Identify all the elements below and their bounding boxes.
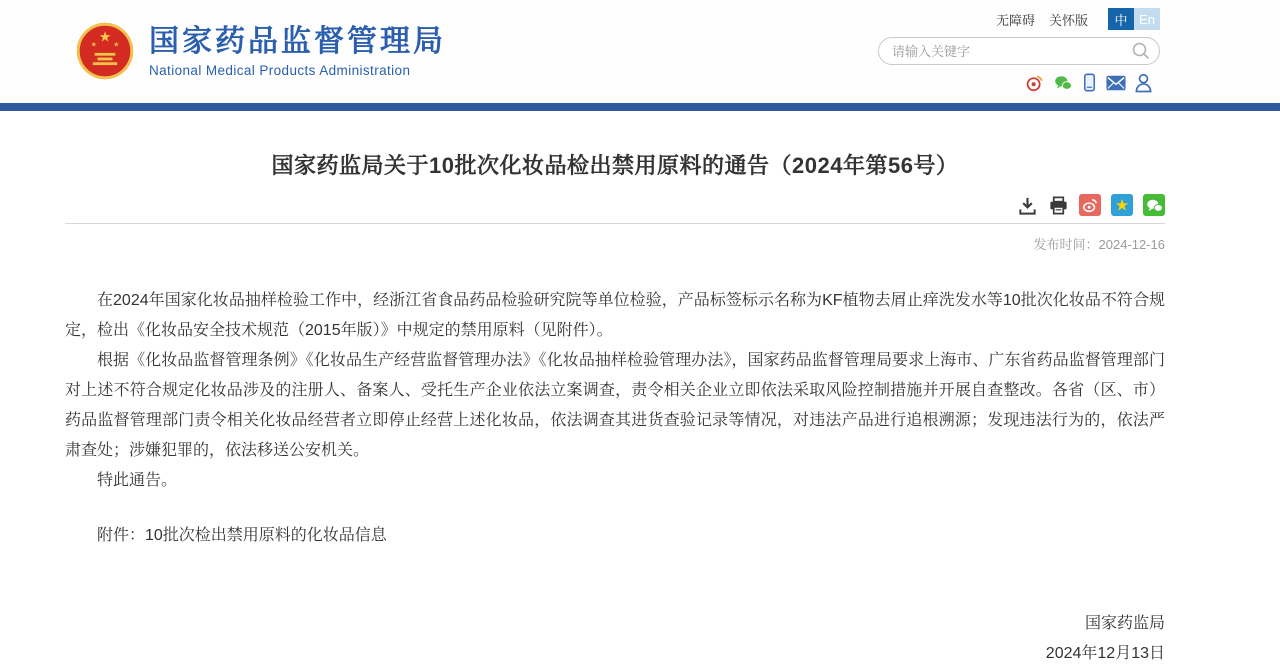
header-divider-bar [0, 103, 1280, 111]
national-emblem-logo [75, 21, 135, 81]
share-wechat-icon[interactable] [1143, 194, 1165, 216]
article-signoff [65, 609, 1165, 669]
lang-chinese-button[interactable]: 中 [1108, 8, 1134, 30]
lang-english-button[interactable]: En [1134, 8, 1160, 30]
signoff-agency: 国家药监局 [1084, 615, 1165, 632]
search-input[interactable] [878, 37, 1160, 65]
article-paragraph: 根据《化妆品监督管理条例》《化妆品生产经营监督管理办法》《化妆品抽样检验管理办法》，国家药品监督管理局要求上海市、广东省药品监督管理部门对上述不符合规定化妆品涉及的注册人、备案人、受托生产企业依法立案调查，责令相关企业立即依法采取风险控制措施并开展自查整改。各省（区、市）药品监督管理部门责令相关化妆品经营者立即停止经营上述化妆品，依法调查其进货查验记录等情况，对违法产品进行追根溯源；发现违法行为的，依法严肃查处；涉嫌犯罪的，依法移送公安机关。 [65, 352, 1165, 459]
print-icon[interactable] [1048, 195, 1069, 216]
quick-icons [1025, 73, 1152, 92]
search-box [878, 37, 1160, 65]
mail-icon[interactable] [1106, 75, 1126, 91]
site-title: 国家药品监督管理局 [149, 24, 446, 58]
svg-text:★: ★ [1114, 197, 1130, 215]
attachment-link[interactable]: 附件：10批次检出禁用原料的化妆品信息 [97, 527, 387, 544]
top-links [996, 8, 1160, 30]
article-toolbar [65, 194, 1165, 224]
site-brand[interactable] [75, 10, 446, 92]
publish-time-value: 2024-12-16 [1098, 237, 1165, 252]
mobile-icon[interactable] [1082, 73, 1097, 92]
accessibility-link[interactable]: 无障碍 [995, 12, 1035, 28]
share-qzone-icon[interactable] [1111, 194, 1133, 216]
signoff-date: 2024年12月13日 [1045, 645, 1165, 662]
care-version-link[interactable]: 关怀版 [1048, 12, 1088, 28]
article-title: 国家药监局关于10批次化妆品检出禁用原料的通告（2024年第56号） [271, 153, 959, 178]
user-icon[interactable] [1135, 73, 1152, 92]
svg-text:★: ★ [113, 41, 120, 49]
language-toggle [1108, 8, 1160, 30]
svg-text:★: ★ [90, 41, 97, 49]
site-subtitle: National Medical Products Administration [149, 62, 411, 78]
weibo-icon[interactable] [1025, 73, 1044, 92]
download-icon[interactable] [1017, 195, 1038, 216]
search-icon[interactable] [1131, 41, 1151, 66]
site-header [0, 0, 1280, 103]
article [65, 149, 1165, 669]
article-body [65, 286, 1165, 551]
svg-text:★: ★ [98, 28, 112, 45]
publish-time [65, 234, 1165, 253]
wechat-icon[interactable] [1053, 73, 1073, 92]
publish-time-label: 发布时间： [1033, 237, 1099, 252]
article-paragraph: 在2024年国家化妆品抽样检验工作中，经浙江省食品药品检验研究院等单位检验，产品标签标示名称为KF植物去屑止痒洗发水等10批次化妆品不符合规定，检出《化妆品安全技术规范（2015年版）》中规定的禁用原料（见附件）。 [65, 292, 1165, 339]
share-weibo-icon[interactable] [1079, 194, 1101, 216]
article-paragraph: 特此通告。 [97, 472, 178, 489]
